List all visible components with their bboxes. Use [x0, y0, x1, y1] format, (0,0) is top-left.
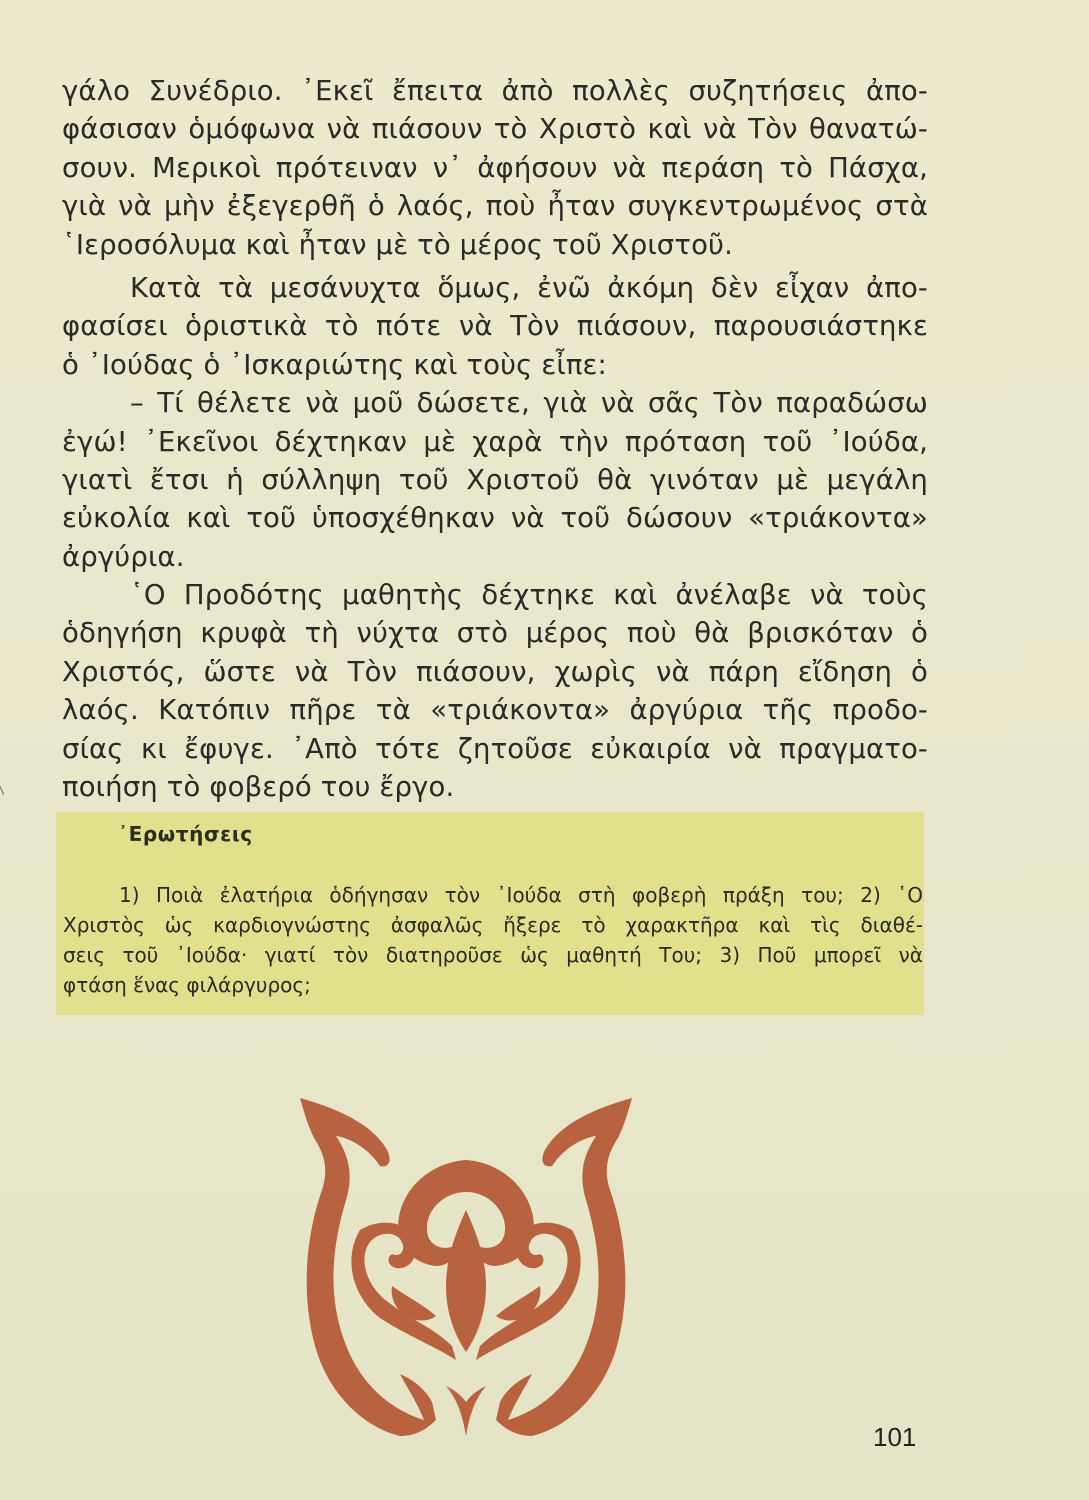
text-line: ὁδηγήση κρυφὰ τὴ νύχτα στὸ μέρος ποὺ θὰ βρισκόταν ὁ [62, 617, 928, 650]
questions-text [63, 880, 923, 1000]
question-line: Χριστὸς ὡς καρδιογνώστης ἀσφαλῶς ἤξερε τὸ χαρακτῆρα καὶ τὶς διαθέ- [63, 913, 923, 937]
margin-mark [0, 779, 10, 795]
page-number: 101 [873, 1422, 917, 1452]
text-line: ῾Ιεροσόλυμα καὶ ἦταν μὲ τὸ μέρος τοῦ Χριστοῦ. [62, 228, 734, 261]
main-text [62, 72, 928, 806]
question-line: φτάση ἕνας φιλάργυρος; [63, 973, 311, 997]
text-line: Κατὰ τὰ μεσάνυχτα ὅμως, ἐνῶ ἀκόμη δὲν εἶχαν ἀπο- [130, 271, 928, 304]
text-line: ποιήση τὸ φοβερό του ἔργο. [62, 771, 455, 804]
text-line: γιατὶ ἔτσι ἡ σύλληψη τοῦ Χριστοῦ θὰ γινόταν μὲ μεγάλη [62, 463, 928, 496]
text-line: φάσισαν ὁμόφωνα νὰ πιάσουν τὸ Χριστὸ καὶ νὰ Τὸν θανατώ- [62, 113, 928, 146]
question-line: σεις τοῦ ᾿Ιούδα· γιατί τὸν διατηροῦσε ὡς μαθητή Του; 3) Ποῦ μπορεῖ νὰ [63, 943, 923, 967]
text-line: – Τί θέλετε νὰ μοῦ δώσετε, γιὰ νὰ σᾶς Τὸν παραδώσω [130, 387, 928, 420]
text-line: Χριστός, ὥστε νὰ Τὸν πιάσουν, χωρὶς νὰ πάρη εἴδηση ὁ [62, 655, 928, 688]
text-line: σίας κι ἔφυγε. ᾿Απὸ τότε ζητοῦσε εὐκαιρία νὰ πραγματο- [62, 732, 928, 765]
text-line: ἐγώ! ᾿Εκεῖνοι δέχτηκαν μὲ χαρὰ τὴν πρόταση τοῦ ᾿Ιούδα, [62, 425, 928, 458]
question-line: 1) Ποιὰ ἐλατήρια ὁδήγησαν τὸν ᾿Ιούδα στὴ φοβερὴ πράξη του; 2) ῾Ο [119, 883, 923, 907]
text-line: λαός. Κατόπιν πῆρε τὰ «τριάκοντα» ἀργύρια τῆς προδο- [62, 694, 928, 727]
decorative-vignette-icon [296, 1090, 636, 1442]
text-line: ὁ ᾿Ιούδας ὁ ᾿Ισκαριώτης καὶ τοὺς εἶπε: [62, 348, 607, 381]
questions-heading: ᾿Ερωτήσεις [118, 822, 253, 846]
text-line: γιὰ νὰ μὴν ἐξεγερθῆ ὁ λαός, ποὺ ἦταν συγκεντρωμένος στὰ [62, 190, 928, 223]
text-line: ἀργύρια. [62, 540, 185, 573]
text-line: σουν. Μερικοὶ πρότειναν ν᾿ ἀφήσουν νὰ περάση τὸ Πάσχα, [62, 151, 928, 184]
text-line: φασίσει ὁριστικὰ τὸ πότε νὰ Τὸν πιάσουν, παρουσιάστηκε [62, 310, 928, 343]
text-line: εὐκολία καὶ τοῦ ὑποσχέθηκαν νὰ τοῦ δώσουν «τριάκοντα» [62, 502, 928, 535]
text-line: γάλο Συνέδριο. ᾿Εκεῖ ἔπειτα ἀπὸ πολλὲς συζητήσεις ἀπο- [62, 75, 928, 107]
text-line: ῾Ο Προδότης μαθητὴς δέχτηκε καὶ ἀνέλαβε νὰ τοὺς [130, 579, 928, 612]
vignette-shapes [300, 1098, 632, 1436]
